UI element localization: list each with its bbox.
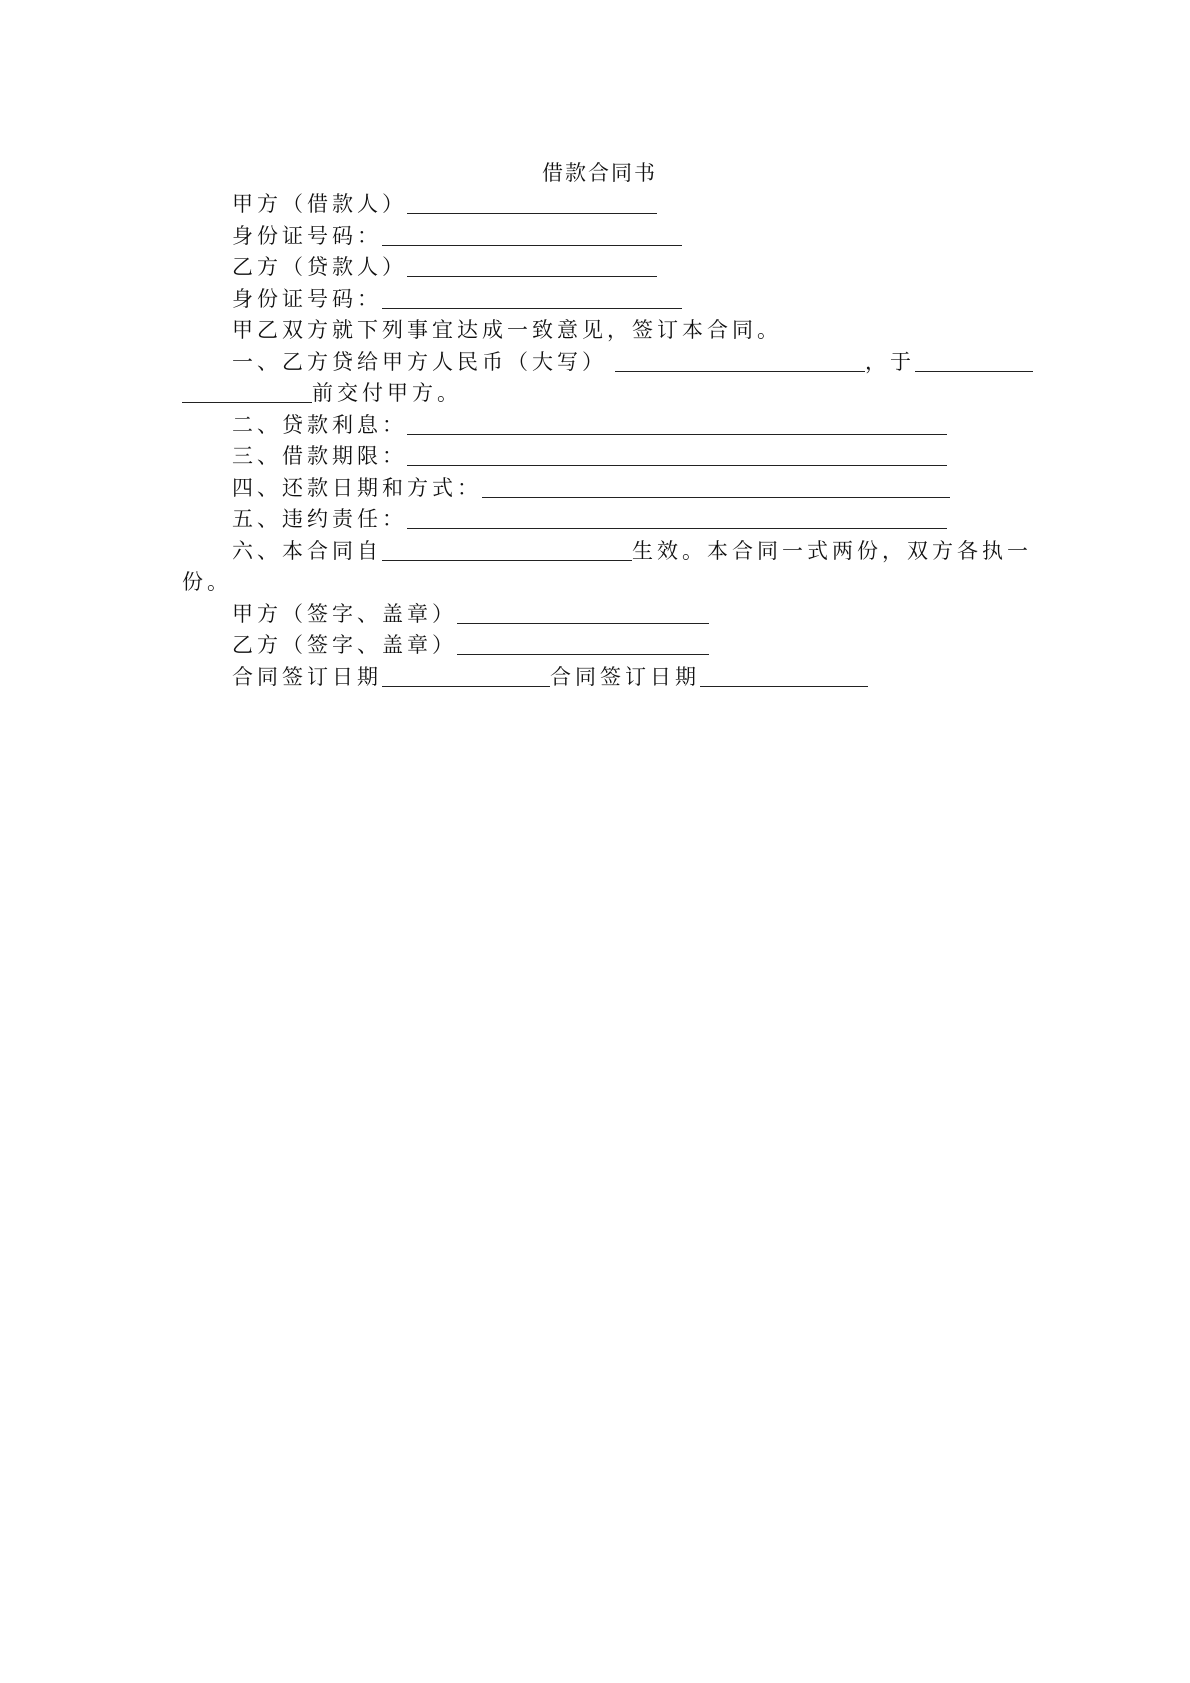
agreement-intro: 甲乙双方就下列事宜达成一致意见，签订本合同。 — [232, 318, 782, 342]
clause-3-label: 三、借款期限： — [232, 444, 407, 468]
sign-date-line — [182, 662, 1017, 694]
sign-a-label: 甲方（签字、盖章） — [232, 601, 457, 626]
sign-b-blank — [457, 632, 709, 655]
clause-6-text: 六、本合同自 — [232, 538, 382, 563]
party-a-label: 甲方（借款人） — [232, 192, 407, 216]
clause-5-line — [182, 504, 1017, 536]
id-number-label-a: 身份证号码： — [232, 223, 382, 248]
sign-date-blank-1 — [382, 664, 550, 687]
contract-page — [182, 158, 1032, 693]
sign-date-blank-2 — [700, 664, 868, 687]
loan-amount-blank — [615, 349, 865, 372]
clause-5-label: 五、违约责任： — [232, 507, 407, 531]
document-title: 借款合同书 — [542, 161, 657, 185]
party-b-id-line — [182, 284, 1017, 316]
clause-1-continued — [182, 378, 1017, 410]
clause-4-line — [182, 473, 1017, 505]
clause-4-label: 四、还款日期和方式： — [232, 475, 482, 500]
party-a-id-line — [182, 221, 1017, 253]
clause-6-tail: 份。 — [182, 570, 232, 594]
clause-1-text: 一、乙方贷给甲方人民币（大写） — [232, 349, 607, 374]
party-b-label: 乙方（贷款人） — [232, 255, 407, 279]
effective-date-blank — [382, 538, 632, 561]
sign-a-blank — [457, 601, 709, 624]
id-number-label-b: 身份证号码： — [232, 286, 382, 311]
party-a-line — [182, 189, 1017, 221]
clause-6-line — [182, 536, 1032, 568]
party-a-blank — [407, 191, 657, 214]
sign-a-line — [182, 599, 1017, 631]
liability-blank — [407, 506, 947, 529]
clause-3-line — [182, 441, 1017, 473]
delivery-date-blank-1 — [915, 349, 1033, 372]
party-b-line — [182, 252, 1017, 284]
repayment-blank — [482, 475, 950, 498]
sign-date-label-2: 合同签订日期 — [550, 664, 700, 689]
clause-2-label: 二、贷款利息： — [232, 412, 407, 437]
interest-blank — [407, 412, 947, 435]
clause-6-continued: 生效。本合同一式两份，双方各执一 — [632, 538, 1032, 563]
sign-date-label-1: 合同签订日期 — [232, 664, 382, 689]
party-a-id-blank — [382, 223, 682, 246]
loan-term-blank — [407, 443, 947, 466]
sign-b-label: 乙方（签字、盖章） — [232, 633, 457, 657]
party-b-blank — [407, 254, 657, 277]
clause-1-line — [182, 347, 1017, 379]
delivery-date-blank-2 — [182, 380, 312, 403]
sign-b-line — [182, 630, 1017, 662]
clause-2-line — [182, 410, 1017, 442]
clause-1-tail: 前交付甲方。 — [312, 381, 462, 405]
party-b-id-blank — [382, 286, 682, 309]
clause-1-connector: ，于 — [865, 349, 915, 374]
